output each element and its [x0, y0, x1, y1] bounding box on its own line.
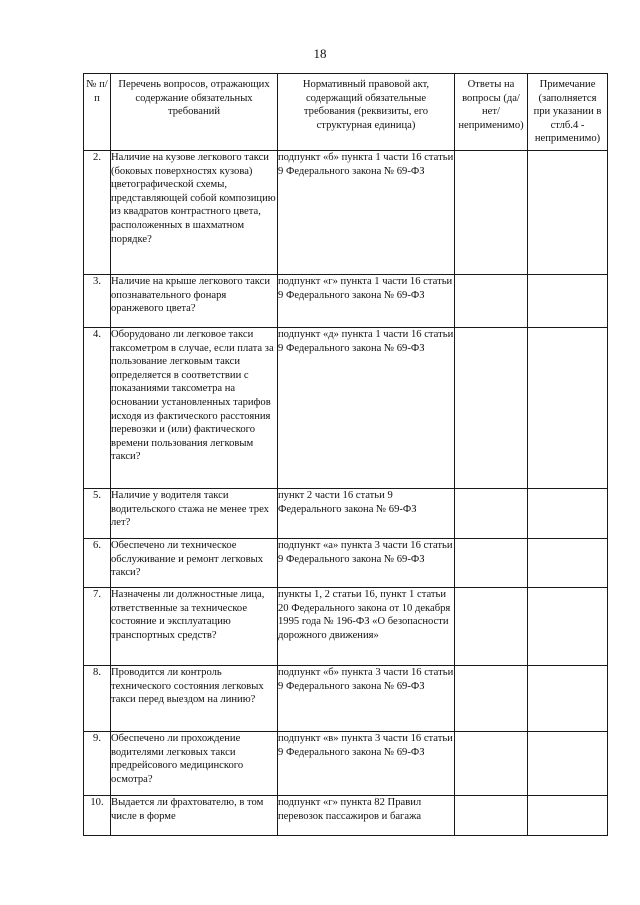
note-cell[interactable]	[528, 588, 608, 666]
legal-act-cell: подпункт «б» пункта 1 части 16 статьи 9 Федерального закона № 69-ФЗ	[278, 151, 455, 275]
page-number: 18	[313, 46, 327, 61]
question-cell: Наличие у водителя такси водительского стажа не менее трех лет?	[111, 489, 278, 539]
legal-act-cell: подпункт «в» пункта 3 части 16 статьи 9 Федерального закона № 69-ФЗ	[278, 732, 455, 796]
answer-cell[interactable]	[455, 588, 528, 666]
answer-cell[interactable]	[455, 328, 528, 489]
table-row	[84, 489, 608, 539]
table-row	[84, 539, 608, 588]
question-cell: Наличие на крыше легкового такси опознавательного фонаря оранжевого цвета?	[111, 275, 278, 328]
header-note: Примечание (заполняется при указании в стлб.4 - неприменимо)	[528, 74, 608, 151]
table-row	[84, 151, 608, 275]
requirements-checklist-table	[83, 73, 608, 836]
note-cell[interactable]	[528, 796, 608, 836]
legal-act-cell: подпункт «г» пункта 82 Правил перевозок пассажиров и багажа	[278, 796, 455, 836]
row-number: 5.	[84, 489, 111, 539]
row-number: 7.	[84, 588, 111, 666]
legal-act-cell: пункты 1, 2 статьи 16, пункт 1 статьи 20 Федерального закона от 10 декабря 1995 года № 196-ФЗ «О безопасности дорожного движения»	[278, 588, 455, 666]
table-row	[84, 275, 608, 328]
row-number: 3.	[84, 275, 111, 328]
answer-cell[interactable]	[455, 151, 528, 275]
table-row	[84, 796, 608, 836]
row-number: 6.	[84, 539, 111, 588]
question-cell: Оборудовано ли легковое такси таксометром в случае, если плата за пользование легковым такси определяется в соответствии с показаниями таксометра на основании установленных тарифов исходя из фактического расстояния перевозки и (или) фактического времени пользования легковым такси?	[111, 328, 278, 489]
answer-cell[interactable]	[455, 796, 528, 836]
note-cell[interactable]	[528, 666, 608, 732]
question-cell: Выдается ли фрахтователю, в том числе в форме	[111, 796, 278, 836]
row-number: 8.	[84, 666, 111, 732]
answer-cell[interactable]	[455, 489, 528, 539]
answer-cell[interactable]	[455, 732, 528, 796]
legal-act-cell: подпункт «б» пункта 3 части 16 статьи 9 Федерального закона № 69-ФЗ	[278, 666, 455, 732]
answer-cell[interactable]	[455, 539, 528, 588]
row-number: 10.	[84, 796, 111, 836]
legal-act-cell: пункт 2 части 16 статьи 9 Федерального закона № 69-ФЗ	[278, 489, 455, 539]
row-number: 4.	[84, 328, 111, 489]
legal-act-cell: подпункт «а» пункта 3 части 16 статьи 9 Федерального закона № 69-ФЗ	[278, 539, 455, 588]
row-number: 9.	[84, 732, 111, 796]
note-cell[interactable]	[528, 151, 608, 275]
legal-act-cell: подпункт «г» пункта 1 части 16 статьи 9 Федерального закона № 69-ФЗ	[278, 275, 455, 328]
header-number: № п/п	[84, 74, 111, 151]
row-number: 2.	[84, 151, 111, 275]
note-cell[interactable]	[528, 328, 608, 489]
header-legal-act: Нормативный правовой акт, содержащий обязательные требования (реквизиты, его структурная единица)	[278, 74, 455, 151]
answer-cell[interactable]	[455, 666, 528, 732]
answer-cell[interactable]	[455, 275, 528, 328]
note-cell[interactable]	[528, 539, 608, 588]
note-cell[interactable]	[528, 489, 608, 539]
header-answers: Ответы на вопросы (да/нет/неприменимо)	[455, 74, 528, 151]
legal-act-cell: подпункт «д» пункта 1 части 16 статьи 9 Федерального закона № 69-ФЗ	[278, 328, 455, 489]
question-cell: Обеспечено ли техническое обслуживание и ремонт легковых такси?	[111, 539, 278, 588]
question-cell: Назначены ли должностные лица, ответственные за техническое состояние и эксплуатацию транспортных средств?	[111, 588, 278, 666]
question-cell: Обеспечено ли прохождение водителями легковых такси предрейсового медицинского осмотра?	[111, 732, 278, 796]
table-row	[84, 328, 608, 489]
table-row	[84, 588, 608, 666]
question-cell: Проводится ли контроль технического состояния легковых такси перед выездом на линию?	[111, 666, 278, 732]
note-cell[interactable]	[528, 732, 608, 796]
table-header-row	[84, 74, 608, 151]
header-question-list: Перечень вопросов, отражающих содержание обязательных требований	[111, 74, 278, 151]
table-row	[84, 666, 608, 732]
note-cell[interactable]	[528, 275, 608, 328]
question-cell: Наличие на кузове легкового такси (боковых поверхностях кузова) цветографической схемы, представляющей собой композицию из квадратов контрастного цвета, расположенных в шахматном порядке?	[111, 151, 278, 275]
table-row	[84, 732, 608, 796]
